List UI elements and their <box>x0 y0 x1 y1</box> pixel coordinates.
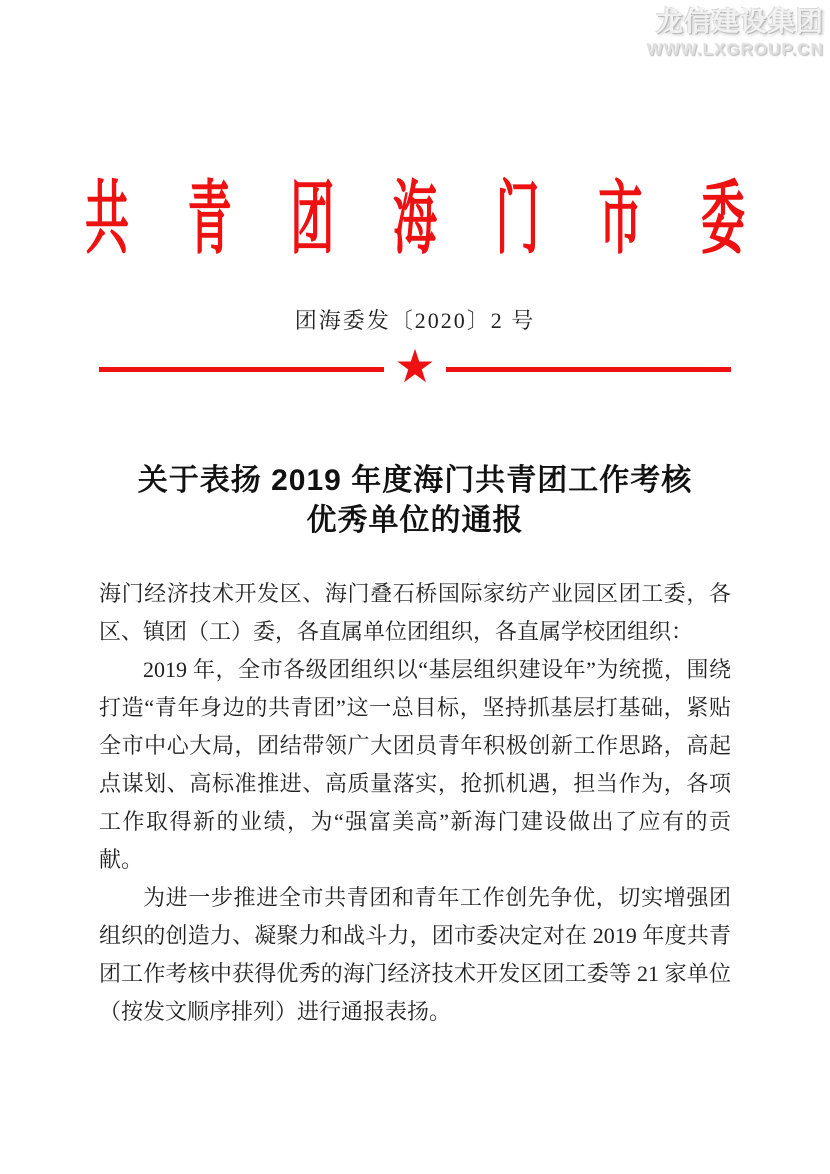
divider-line-right <box>446 367 731 372</box>
divider-line-left <box>99 367 384 372</box>
watermark-website: WWW.LXGROUP.CN <box>646 39 824 59</box>
body-paragraph-salutation: 海门经济技术开发区、海门叠石桥国际家纺产业园区团工委，各区、镇团（工）委，各直属单位团组织，各直属学校团组织： <box>99 581 731 644</box>
star-icon: ★ <box>394 341 436 392</box>
body-paragraph-1: 2019 年，全市各级团组织以“基层组织建设年”为统揽，围绕打造“青年身边的共青团”这一总目标，坚持抓基层打基础，紧贴全市中心大局，团结带领广大团员青年积极创新工作思路，高起点谋划、高标准推进、高质量落实，抢抓机遇，担当作为，各项工作取得新的业绩，为“强富美高”新海门建设做出了应有的贡献。 <box>99 657 731 872</box>
issuing-authority-name: 共青团海门市委 <box>85 174 745 264</box>
document-title <box>0 461 830 541</box>
document-body <box>99 575 731 1031</box>
document-title-line2: 优秀单位的通报 <box>306 504 524 537</box>
red-divider <box>99 341 731 392</box>
watermark-company-name: 龙信建设集团 <box>656 7 824 37</box>
body-paragraph-2: 为进一步推进全市共青团和青年工作创先争优，切实增强团组织的创造力、凝聚力和战斗力，团市委决定对在 2019 年度共青团工作考核中获得优秀的海门经济技术开发区团工委等 21 家单位（按发文顺序排列）进行通报表扬。 <box>99 885 731 1024</box>
document-number: 团海委发〔2020〕2 号 <box>294 308 536 333</box>
document-title-line1: 关于表扬 2019 年度海门共青团工作考核 <box>137 464 693 497</box>
red-letterhead <box>85 158 745 270</box>
org-name-svg <box>85 158 745 270</box>
company-watermark <box>647 8 824 59</box>
